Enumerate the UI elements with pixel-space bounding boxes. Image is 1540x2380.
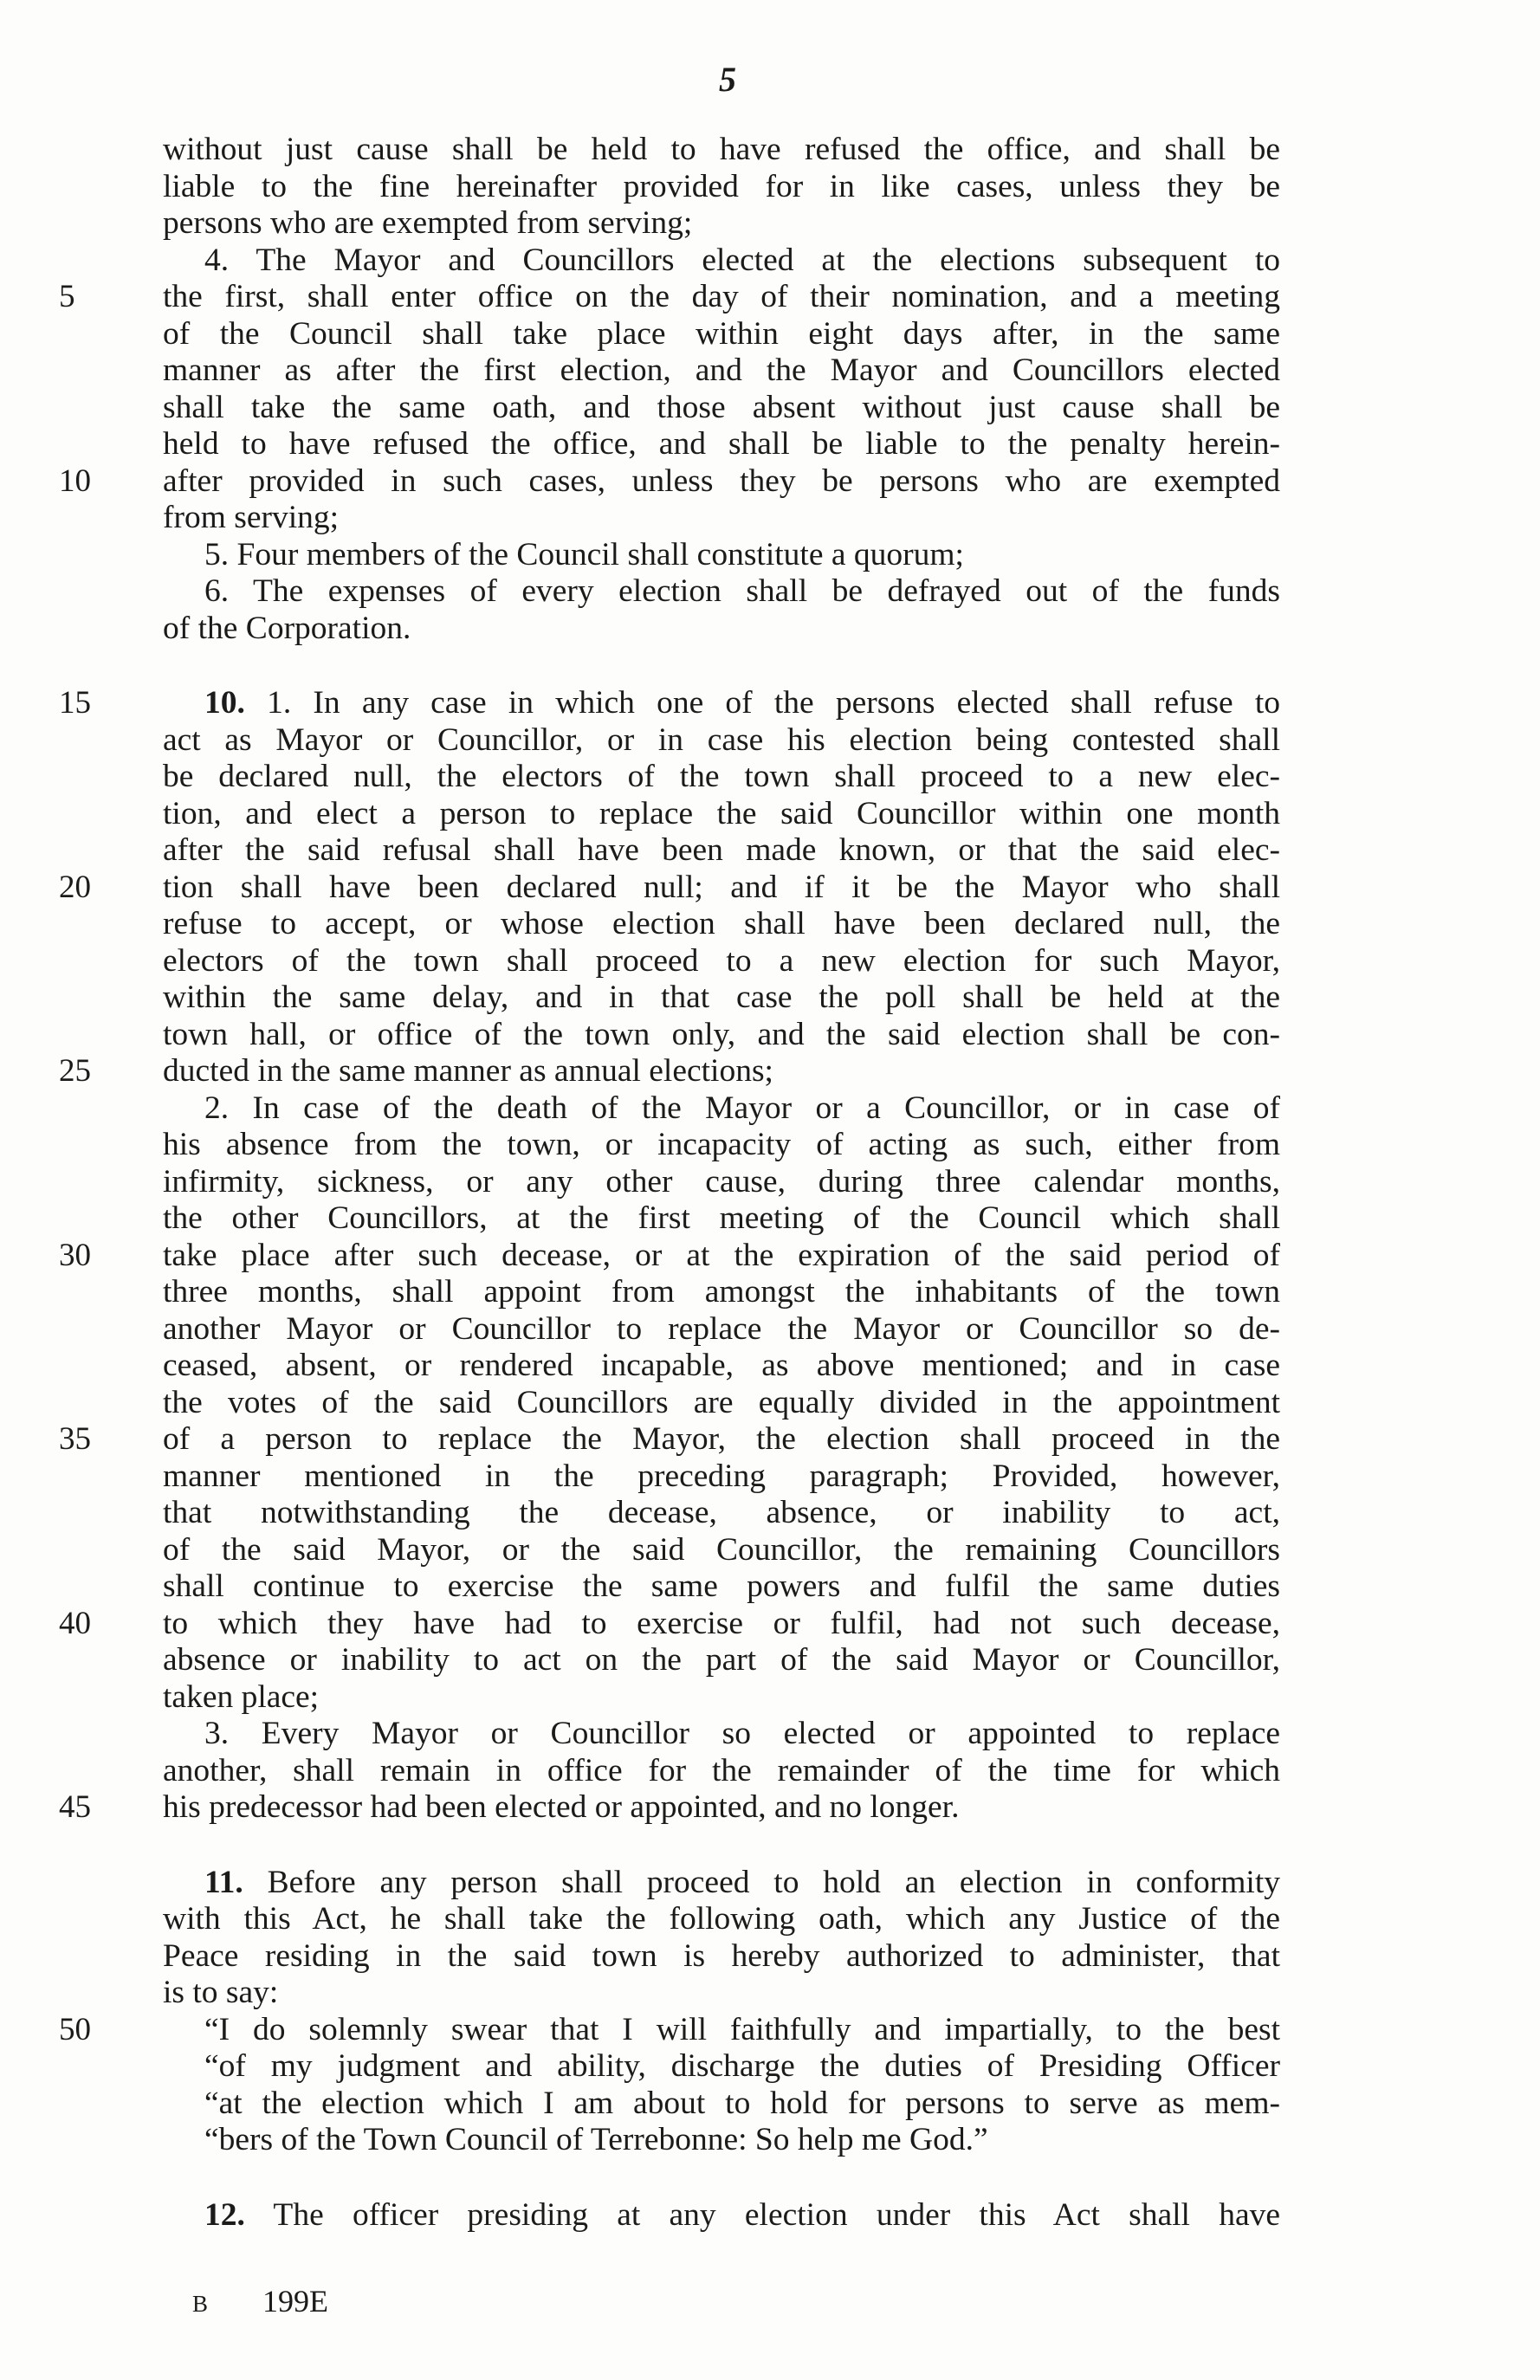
line-text: his predecessor had been elected or appointed, and no longer. (163, 1789, 960, 1825)
section-number: 11. (204, 1864, 243, 1900)
page-footer (192, 2283, 328, 2319)
text-line (163, 980, 1280, 1017)
text-line (163, 1311, 1280, 1348)
text-line (163, 1901, 1280, 1938)
body-text (59, 132, 1280, 2234)
signature-mark: B (192, 2291, 209, 2317)
text-line (163, 1090, 1280, 1128)
text-line (163, 1975, 1280, 2012)
text-line (163, 1127, 1280, 1164)
line-text: absence or inability to act on the part of the said Mayor or Councillor, (163, 1642, 1280, 1678)
line-text: tion, and elect a person to replace the said Councillor within one month (163, 795, 1280, 831)
line-text: “I do solemnly swear that I will faithfully and impartially, to the best (204, 2011, 1280, 2047)
line-text: taken place; (163, 1678, 320, 1715)
text-line (163, 243, 1280, 280)
line-number: 25 (59, 1053, 91, 1089)
text-line (163, 169, 1280, 206)
line-text: the votes of the said Councillors are equally divided in the appointment (163, 1384, 1280, 1420)
line-text: shall continue to exercise the same powers and fulfil the same duties (163, 1568, 1280, 1604)
line-number: 50 (59, 2011, 91, 2047)
line-text: the other Councillors, at the first meeting of the Council which shall (163, 1200, 1280, 1236)
line-text: “of my judgment and ability, discharge the duties of Presiding Officer (204, 2048, 1280, 2084)
line-text: “bers of the Town Council of Terrebonne: So help me God.” (204, 2122, 988, 2157)
text-line (59, 1789, 1280, 1827)
text-line (163, 1865, 1280, 1902)
text-line (163, 906, 1280, 943)
text-line (59, 685, 1280, 722)
text-line (163, 1274, 1280, 1311)
line-number: 40 (59, 1605, 91, 1641)
line-number: 5 (59, 279, 75, 314)
text-line (163, 943, 1280, 980)
text-line (163, 316, 1280, 353)
text-line (163, 611, 1280, 648)
text-line (163, 832, 1280, 870)
text-line (163, 1495, 1280, 1532)
line-text: shall take the same oath, and those absent without just cause shall be (163, 389, 1280, 425)
text-line (163, 390, 1280, 427)
line-text: infirmity, sickness, or any other cause, during three calendar months, (163, 1163, 1280, 1200)
text-line (163, 132, 1280, 169)
line-text: Peace residing in the said town is hereby authorized to administer, that (163, 1937, 1280, 1974)
text-line (163, 1568, 1280, 1606)
line-text: another, shall remain in office for the remainder of the time for which (163, 1752, 1280, 1788)
line-text: of the Corporation. (163, 610, 411, 646)
text-line (163, 1532, 1280, 1569)
line-text: ducted in the same manner as annual elections; (163, 1053, 773, 1089)
line-text: of the Council shall take place within eight days after, in the same (163, 315, 1280, 352)
line-text: within the same delay, and in that case the poll shall be held at the (163, 980, 1280, 1015)
section-number: 12. (204, 2196, 245, 2233)
text-line (163, 1458, 1280, 1496)
line-text: of the said Mayor, or the said Councillor, the remaining Councillors (163, 1531, 1280, 1568)
text-line (163, 1716, 1280, 1753)
line-number: 10 (59, 462, 91, 499)
paragraph-gap (163, 1827, 1280, 1865)
text-line (163, 1679, 1280, 1717)
text-line (59, 279, 1280, 316)
line-text: from serving; (163, 500, 340, 535)
line-number: 30 (59, 1237, 91, 1273)
text-line (163, 2048, 1280, 2086)
section-start-line: 11. Before any person shall proceed to hold an election in conformity (204, 1864, 1280, 1900)
line-text: after provided in such cases, unless they be persons who are exempted (163, 462, 1280, 499)
text-line (163, 759, 1280, 796)
line-text: after the said refusal shall have been made known, or that the said elec- (163, 832, 1280, 868)
text-line (163, 1200, 1280, 1238)
line-text: 5. Four members of the Council shall constitute a quorum; (204, 536, 964, 572)
line-text: is to say: (163, 1975, 279, 2010)
section-start-line: 12. The officer presiding at any election under this Act shall have (204, 2196, 1280, 2233)
text-line (163, 1385, 1280, 1422)
text-line (163, 537, 1280, 574)
line-text: act as Mayor or Councillor, or in case his election being contested shall (163, 721, 1280, 758)
text-line (59, 1605, 1280, 1643)
line-text: that notwithstanding the decease, absence, or inability to act, (163, 1495, 1280, 1530)
bill-code: 199E (262, 2284, 329, 2319)
text-line (163, 1753, 1280, 1790)
text-line (163, 1164, 1280, 1201)
line-text: with this Act, he shall take the following oath, which any Justice of the (163, 1901, 1280, 1937)
line-text: the first, shall enter office on the day of their nomination, and a meeting (163, 279, 1280, 314)
text-line (163, 1938, 1280, 1976)
line-number: 35 (59, 1421, 91, 1457)
text-line (163, 2122, 1280, 2159)
text-line (163, 352, 1280, 390)
line-text: manner as after the first election, and the Mayor and Councillors elected (163, 352, 1280, 388)
line-text: town hall, or office of the town only, and the said election shall be con- (163, 1016, 1280, 1052)
line-text: persons who are exempted from serving; (163, 205, 693, 241)
line-text: take place after such decease, or at the expiration of the said period of (163, 1237, 1280, 1273)
line-number: 15 (59, 685, 91, 721)
line-number: 20 (59, 869, 91, 905)
line-number: 45 (59, 1789, 91, 1825)
text-line (59, 1237, 1280, 1275)
line-text: be declared null, the electors of the town shall proceed to a new elec- (163, 759, 1280, 794)
line-text: electors of the town shall proceed to a new election for such Mayor, (163, 942, 1280, 979)
line-text: without just cause shall be held to have refused the office, and shall be (163, 132, 1280, 167)
text-line (163, 500, 1280, 537)
text-line (163, 1642, 1280, 1679)
line-text: “at the election which I am about to hold for persons to serve as mem- (204, 2085, 1280, 2121)
text-line (59, 462, 1280, 501)
line-text: of a person to replace the Mayor, the election shall proceed in the (163, 1421, 1280, 1457)
text-line (163, 722, 1280, 760)
line-text: held to have refused the office, and shall be liable to the penalty herein- (163, 426, 1280, 462)
section-number: 10. (204, 685, 245, 721)
paragraph-gap (163, 2159, 1280, 2197)
text-line (163, 426, 1280, 463)
page-number: 5 (719, 60, 736, 99)
text-line (163, 205, 1280, 243)
line-text: his absence from the town, or incapacity of acting as such, either from (163, 1127, 1280, 1162)
text-line (163, 1017, 1280, 1054)
line-text: 2. In case of the death of the Mayor or a Councillor, or in case of (204, 1090, 1280, 1126)
line-text: manner mentioned in the preceding paragraph; Provided, however, (163, 1458, 1280, 1494)
paragraph-gap (163, 647, 1280, 685)
text-line (59, 1421, 1280, 1458)
line-text: refuse to accept, or whose election shall have been declared null, the (163, 906, 1280, 941)
text-line (59, 2011, 1280, 2049)
text-line (163, 2197, 1280, 2234)
line-text: 6. The expenses of every election shall be defrayed out of the funds (204, 573, 1280, 609)
text-line (163, 2086, 1280, 2123)
line-text: tion shall have been declared null; and if it be the Mayor who shall (163, 869, 1280, 905)
line-text: 4. The Mayor and Councillors elected at the elections subsequent to (204, 242, 1280, 278)
line-text: liable to the fine hereinafter provided for in like cases, unless they be (163, 168, 1280, 204)
text-line (59, 869, 1280, 907)
line-text: ceased, absent, or rendered incapable, as above mentioned; and in case (163, 1348, 1280, 1383)
text-line (163, 1348, 1280, 1385)
line-text: 3. Every Mayor or Councillor so elected or appointed to replace (204, 1716, 1280, 1751)
section-start-line: 10. 1. In any case in which one of the persons elected shall refuse to (204, 685, 1280, 721)
line-text: to which they have had to exercise or fulfil, had not such decease, (163, 1605, 1280, 1641)
line-text: another Mayor or Councillor to replace the Mayor or Councillor so de- (163, 1310, 1280, 1347)
line-text: three months, shall appoint from amongst the inhabitants of the town (163, 1274, 1280, 1310)
text-line (163, 796, 1280, 833)
text-line (59, 1053, 1280, 1090)
text-line (163, 573, 1280, 611)
